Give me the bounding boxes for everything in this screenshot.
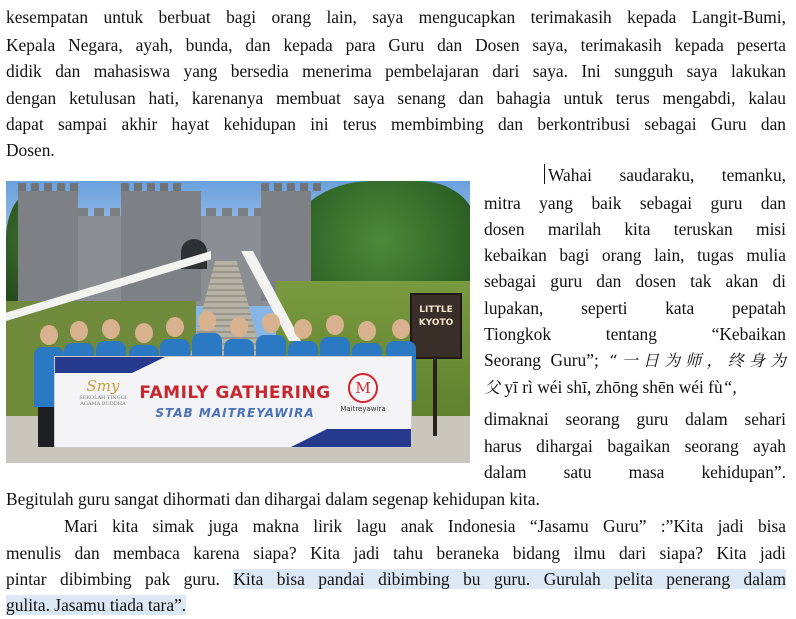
family-gathering-banner xyxy=(54,356,412,448)
text-line: Mari kita simak juga makna lirik lagu anak Indonesia “Jasamu Guru” :”Kita jadi bisa xyxy=(64,516,786,536)
photo-castle-tower xyxy=(18,191,78,301)
text-line: sebagai guru dan dosen tak akan di xyxy=(484,271,786,291)
text-line: kesempatan untuk berbuat bagi orang lain, saya mengucapkan terimakasih kepada Langit-Bumi, xyxy=(6,7,786,27)
photo-sign-text: KYOTO xyxy=(418,318,454,328)
text-line: Seorang Guru”; “一日为师，终身为 xyxy=(484,350,786,370)
text-line: dapat sampai akhir hayat kehidupan ini terus membimbing dan berkontribusi sebagai Guru dan xyxy=(6,114,786,134)
family-gathering-photo xyxy=(6,181,470,463)
text-line: dosen marilah kita teruskan misi xyxy=(484,219,786,239)
text-line: Tiongkok tentang “Kebaikan xyxy=(484,324,786,344)
text-line: 父 yī rì wéi shī, zhōng shēn wéi fù“, xyxy=(484,377,737,397)
text-line: kebaikan bagi orang lain, tugas mulia xyxy=(484,245,786,265)
highlighted-text: gulita. Jasamu tiada tara”. xyxy=(6,595,187,615)
text-line: dengan ketulusan hati, karenanya membuat saya senang dan bahagia untuk terus mengabdi, kalau xyxy=(6,88,786,108)
banner-stripe xyxy=(55,357,165,373)
text-line: Wahai saudaraku, temanku, xyxy=(544,162,786,188)
text-line: didik dan mahasiswa yang bersedia menerima pembelajaran dari saya. Ini sungguh saya lakukan xyxy=(6,61,786,81)
banner-logo-left: Smy SEKOLAH TINGGI AGAMA BUDDHA xyxy=(79,377,127,407)
text-line: dalam satu masa kehidupan”. xyxy=(484,462,786,482)
text-cursor xyxy=(544,164,545,184)
text-line: dimaknai seorang guru dalam sehari xyxy=(484,409,786,429)
text-line: pintar dibimbing pak guru. Kita bisa pandai dibimbing bu guru. Gurulah pelita penerang dalam xyxy=(6,569,787,589)
text-line: menulis dan membaca karena siapa? Kita jadi tahu beraneka bidang ilmu dari siapa? Kita jadi xyxy=(6,543,786,563)
text-line: Dosen. xyxy=(6,140,55,160)
text-line: Kepala Negara, ayah, bunda, dan kepada para Guru dan Dosen saya, terimakasih kepada peserta xyxy=(6,35,786,55)
banner-stripe xyxy=(291,429,411,447)
highlighted-text: Kita bisa pandai dibimbing bu guru. Gurulah pelita penerang dalam xyxy=(233,569,787,589)
banner-logo-right: M Maitreyawira xyxy=(333,373,393,413)
banner-title: FAMILY GATHERING xyxy=(139,383,331,403)
banner-subtitle: STAB MAITREYAWIRA xyxy=(155,406,315,420)
text-line: lupakan, seperti kata pepatah xyxy=(484,298,786,318)
text-line xyxy=(6,592,186,618)
text-line: Begitulah guru sangat dihormati dan dihargai dalam segenap kehidupan kita. xyxy=(6,489,540,509)
text-line: harus dihargai bagaikan seorang ayah xyxy=(484,436,786,456)
text-line: mitra yang baik sebagai guru dan xyxy=(484,193,786,213)
photo-sign-text: LITTLE xyxy=(419,305,453,315)
